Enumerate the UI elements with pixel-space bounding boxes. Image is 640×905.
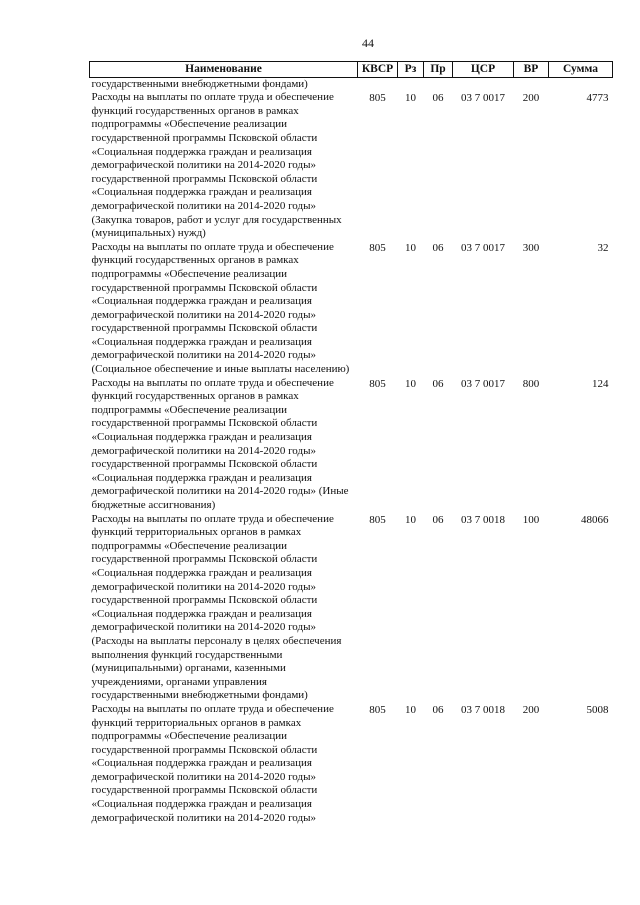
row-vr: 200: [522, 92, 540, 105]
row-name: Расходы на выплаты по оплате труда и обеспечение функций территориальных органов в рамках подпрограммы «Обеспечение реализации государственной программы Псковской области «Социальная поддержка граждан и реализация демографической политики на 2014-2020 годы» государственной программы Псковской области «Социальная поддержка граждан и реализация демографической политики на 2014-2020 годы»: [91, 702, 334, 824]
continuation-row: [90, 77, 613, 91]
page-number: 44: [362, 36, 374, 50]
row-rz: 10: [405, 377, 416, 390]
row-kvsr: 805: [369, 703, 386, 716]
row-csr: 03 7 0018: [461, 513, 505, 526]
header-name: Наименование: [90, 62, 358, 78]
header-kvsr: КВСР: [358, 62, 398, 78]
row-sum: 32: [597, 241, 609, 254]
row-rz: 10: [405, 703, 416, 716]
row-name: Расходы на выплаты по оплате труда и обеспечение функций государственных органов в рамках подпрограммы «Обеспечение реализации государственной программы Псковской области «Социальная поддержка граждан и реализация демографической политики на 2014-2020 годы» государственной программы Псковской области «Социальная поддержка граждан и реализация демографической политики на 2014-2020 годы» (Иные бюджетные ассигнования): [91, 376, 349, 511]
row-vr: 100: [522, 513, 540, 526]
row-sum: 4773: [586, 92, 609, 105]
row-vr: 800: [522, 377, 540, 390]
row-name: Расходы на выплаты по оплате труда и обеспечение функций государственных органов в рамках подпрограммы «Обеспечение реализации государственной программы Псковской области «Социальная поддержка граждан и реализация демографической политики на 2014-2020 годы» государственной программы Псковской области «Социальная поддержка граждан и реализация демографической политики на 2014-2020 годы» (Социальное обеспечение и иные выплаты населению): [91, 240, 350, 376]
row-csr: 03 7 0017: [461, 92, 505, 105]
row-rz: 10: [405, 241, 416, 254]
row-rz: 10: [405, 92, 416, 105]
row-kvsr: 805: [369, 241, 386, 254]
header-sum: Сумма: [549, 62, 613, 78]
row-rz: 10: [405, 513, 416, 526]
row-pr: 06: [432, 513, 444, 526]
row-pr: 06: [432, 92, 444, 105]
row-sum: 48066: [581, 513, 609, 526]
row-csr: 03 7 0018: [461, 703, 505, 716]
header-vr: ВР: [514, 62, 549, 78]
row-pr: 06: [432, 703, 444, 716]
table-row: [90, 91, 613, 241]
row-csr: 03 7 0017: [461, 241, 505, 254]
table-header-row: [90, 62, 613, 78]
row-sum: 5008: [586, 703, 609, 716]
header-csr: ЦСР: [453, 62, 514, 78]
row-pr: 06: [432, 377, 444, 390]
table-row: [90, 703, 613, 825]
row-name: Расходы на выплаты по оплате труда и обеспечение функций территориальных органов в рамках подпрограммы «Обеспечение реализации государственной программы Псковской области «Социальная поддержка граждан и реализация демографической политики на 2014-2020 годы» государственной программы Псковской области «Социальная поддержка граждан и реализация демографической политики на 2014-2020 годы» (Расходы на выплаты персоналу в целях обеспечения выполнения функций государственными (муниципальными) органами, казенными учреждениями, органами управления государственными внебюджетными фондами): [91, 512, 342, 702]
row-kvsr: 805: [369, 92, 386, 105]
row-name: Расходы на выплаты по оплате труда и обеспечение функций государственных органов в рамках подпрограммы «Обеспечение реализации государственной программы Псковской области «Социальная поддержка граждан и реализация демографической политики на 2014-2020 годы» государственной программы Псковской области «Социальная поддержка граждан и реализация демографической политики на 2014-2020 годы» (Закупка товаров, работ и услуг для государственных (муниципальных) нужд): [91, 91, 342, 240]
row-vr: 200: [522, 703, 540, 716]
budget-table: [89, 61, 613, 825]
header-pr: Пр: [424, 62, 453, 78]
row-kvsr: 805: [369, 377, 386, 390]
row-vr: 300: [522, 241, 540, 254]
row-pr: 06: [432, 241, 444, 254]
table-row: [90, 241, 613, 377]
row-kvsr: 805: [369, 513, 386, 526]
row-sum: 124: [592, 377, 609, 390]
continuation-text: государственными внебюджетными фондами): [91, 77, 308, 90]
table-row: [90, 513, 613, 703]
header-rz: Рз: [398, 62, 424, 78]
row-csr: 03 7 0017: [461, 377, 505, 390]
table-row: [90, 377, 613, 513]
